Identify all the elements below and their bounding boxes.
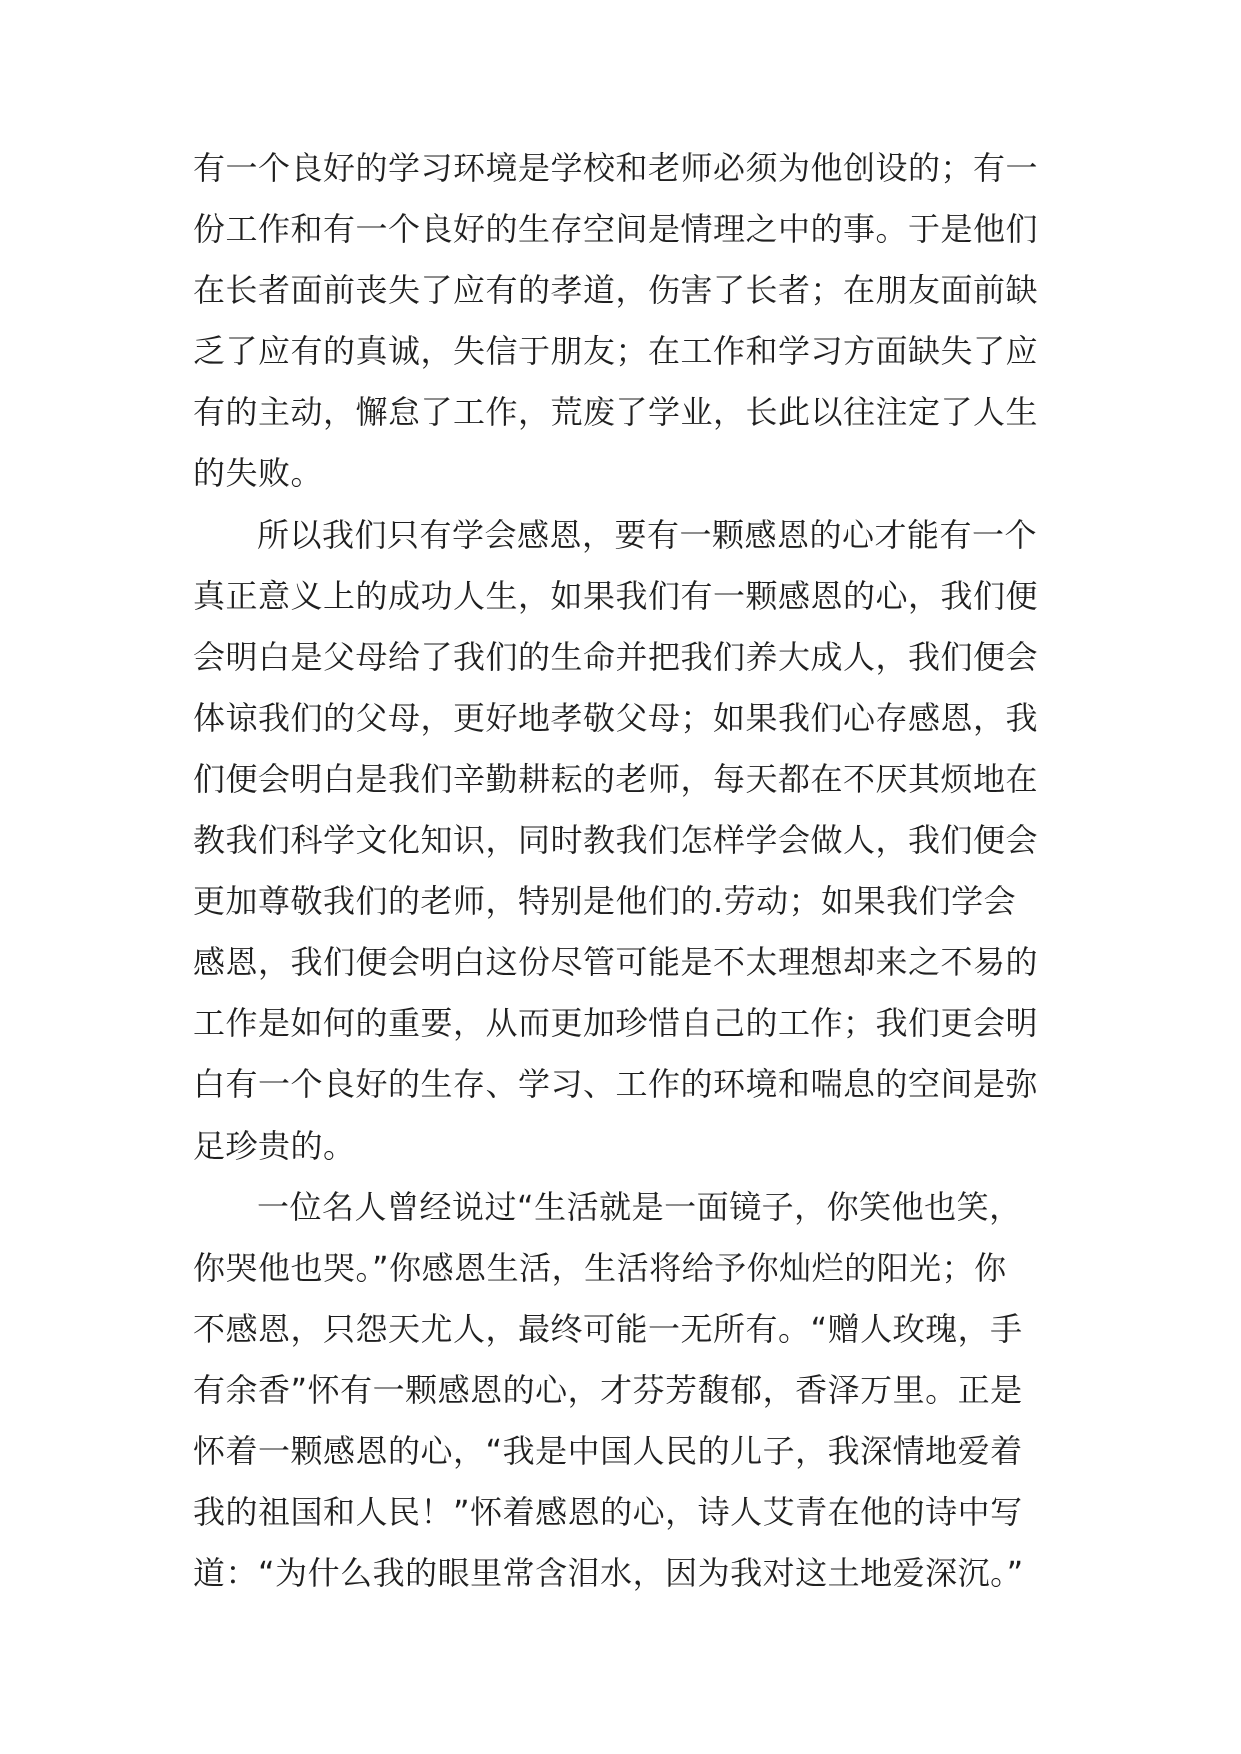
paragraph-line: 怀着一颗感恩的心，“我是中国人民的儿子，我深情地爱着	[193, 1431, 1023, 1470]
paragraph-line: 感恩，我们便会明白这份尽管可能是不太理想却来之不易的	[193, 943, 1039, 982]
paragraph-line: 真正意义上的成功人生，如果我们有一颗感恩的心，我们便	[193, 576, 1039, 615]
paragraph-line: 教我们科学文化知识，同时教我们怎样学会做人，我们便会	[193, 821, 1039, 860]
paragraph-line: 在长者面前丧失了应有的孝道，伤害了长者；在朋友面前缺	[193, 271, 1039, 310]
paragraph-line: 乏了应有的真诚，失信于朋友；在工作和学习方面缺失了应	[193, 332, 1039, 371]
paragraph-line: 更加尊敬我们的老师，特别是他们的.劳动；如果我们学会	[193, 882, 1017, 921]
paragraph-line: 白有一个良好的生存、学习、工作的环境和喘息的空间是弥	[193, 1065, 1039, 1104]
paragraph-line: 工作是如何的重要，从而更加珍惜自己的工作；我们更会明	[193, 1004, 1039, 1043]
paragraph-line: 我的祖国和人民！”怀着感恩的心，诗人艾青在他的诗中写	[193, 1493, 1023, 1532]
paragraph-line: 道：“为什么我的眼里常含泪水，因为我对这土地爱深沉。”	[193, 1554, 1024, 1593]
paragraph-first-line: 一位名人曾经说过“生活就是一面镜子，你笑他也笑，	[257, 1187, 1022, 1226]
paragraph-line: 会明白是父母给了我们的生命并把我们养大成人，我们便会	[193, 637, 1039, 676]
paragraph-line: 有一个良好的学习环境是学校和老师必须为他创设的；有一	[193, 149, 1039, 187]
paragraph-line: 你哭他也哭。”你感恩生活，生活将给予你灿烂的阳光；你	[193, 1248, 1007, 1287]
paragraph-line: 不感恩，只怨天尤人，最终可能一无所有。“赠人玫瑰，手	[193, 1309, 1023, 1348]
paragraph-line: 有余香”怀有一颗感恩的心，才芬芳馥郁，香泽万里。正是	[193, 1370, 1023, 1409]
paragraph-line: 份工作和有一个良好的生存空间是情理之中的事。于是他们	[193, 210, 1039, 249]
paragraph-line: 体谅我们的父母，更好地孝敬父母；如果我们心存感恩，我	[193, 698, 1039, 737]
document-body	[193, 138, 1073, 1604]
paragraph-line: 有的主动，懈怠了工作，荒废了学业，长此以往注定了人生	[193, 393, 1039, 432]
paragraph-line: 足珍贵的。	[193, 1126, 356, 1165]
paragraph-line: 的失败。	[193, 454, 324, 493]
paragraph-first-line: 所以我们只有学会感恩，要有一颗感恩的心才能有一个	[257, 515, 1038, 554]
paragraph-line: 们便会明白是我们辛勤耕耘的老师，每天都在不厌其烦地在	[193, 759, 1039, 798]
